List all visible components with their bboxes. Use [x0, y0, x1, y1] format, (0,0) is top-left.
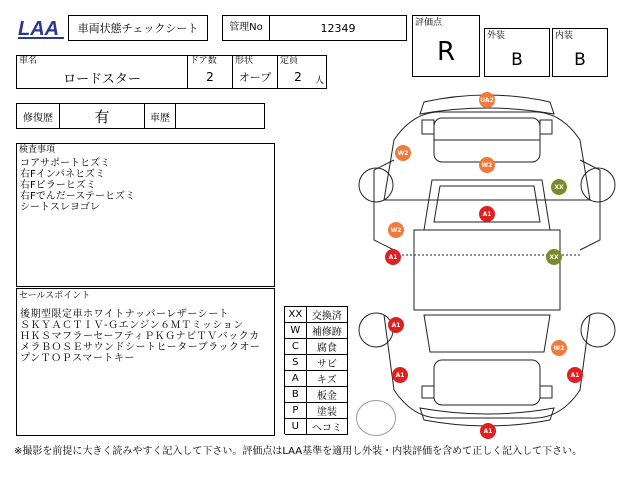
interior-value: B [574, 49, 586, 70]
vehicle-history-value [175, 103, 265, 129]
damage-mark: W2 [479, 157, 495, 173]
repair-label: 修復歴 [16, 103, 60, 129]
vehicle-history-label: 車歴 [144, 103, 176, 129]
legend-code: U [285, 419, 307, 435]
legend-description: サビ [307, 355, 348, 371]
management-label: 管理No [222, 15, 270, 41]
footer-note: ※撮影を前提に大きく読みやすく記入して下さい。評価点はLAA基準を適用し外装・内装評価を含めて正しく記入して下さい。 [14, 446, 583, 457]
legend-code: XX [285, 307, 307, 323]
legend-description: 腐食 [307, 339, 348, 355]
car-name-value: ロードスター [63, 71, 141, 87]
shape-box [232, 55, 278, 89]
car-name-label: 車名 [19, 56, 38, 66]
capacity-box [277, 55, 327, 89]
damage-mark: A1 [388, 317, 404, 333]
legend-code: S [285, 355, 307, 371]
car-name-box [16, 55, 188, 89]
shape-label: 形状 [235, 56, 254, 66]
damage-mark: XX [546, 249, 562, 265]
damage-mark: W2 [395, 145, 411, 161]
legend-row [285, 371, 348, 387]
legend-description: ヘコミ [307, 419, 348, 435]
interior-box [552, 28, 608, 77]
inspection-notes: コアサポートヒズミ 右Fインパネヒズミ 右Fピラーヒズミ 右Fでんだーステーヒズミ シートスレヨゴレ [20, 158, 136, 213]
exterior-label: 外装 [487, 31, 506, 41]
rating-box [412, 15, 480, 77]
doors-box [187, 55, 233, 89]
repair-value: 有 [59, 103, 145, 129]
damage-mark: A1 [385, 249, 401, 265]
inspection-box [16, 143, 275, 287]
legend-description: 交換済 [307, 307, 348, 323]
legend-row [285, 355, 348, 371]
legend-table [284, 306, 348, 434]
damage-mark: A1 [567, 367, 583, 383]
capacity-unit: 人 [314, 76, 324, 86]
legend-row [285, 403, 348, 419]
legend-row [285, 339, 348, 355]
doors-label: ドア数 [190, 56, 217, 66]
exterior-box [484, 28, 550, 77]
legend-code: B [285, 387, 307, 403]
damage-mark: UA2 [479, 92, 495, 108]
damage-mark: A1 [479, 206, 495, 222]
legend-description: キズ [307, 371, 348, 387]
sales-points-box [16, 288, 275, 436]
damage-mark: W2 [551, 340, 567, 356]
legend-code: C [285, 339, 307, 355]
damage-mark: XX [551, 179, 567, 195]
legend-description: 板金 [307, 387, 348, 403]
legend-code: W [285, 323, 307, 339]
legend-description: 補修跡 [307, 323, 348, 339]
sales-points-text: 後期型限定車ホワイトナッパーレザーシート ＳＫＹＡＣＴＩＶ-Ｇエンジン６ＭＴミッション ＨＫＳマフラーセーフティＰＫＧナビＴＶバックカ メラＢＯＳＥサウンドシートヒーターブラックオー プンＴＯＰスマートキー [20, 309, 261, 364]
legend-code: P [285, 403, 307, 419]
inspection-label: 検査事項 [19, 145, 56, 155]
damage-mark: W2 [388, 222, 404, 238]
spare-tire-icon [356, 400, 396, 436]
sheet-title: 車両状態チェックシート [68, 15, 208, 41]
rating-value: R [436, 37, 456, 67]
shape-value: オープ [238, 71, 272, 84]
legend-description: 塗装 [307, 403, 348, 419]
capacity-value: 2 [294, 70, 302, 84]
legend-row [285, 419, 348, 435]
doors-value: 2 [206, 70, 214, 84]
rating-label: 評価点 [415, 18, 443, 28]
damage-mark: A1 [480, 423, 496, 439]
damage-mark: A1 [392, 367, 408, 383]
capacity-label: 定員 [280, 56, 299, 66]
interior-label: 内装 [555, 31, 574, 41]
svg-text:LAA: LAA [18, 18, 60, 40]
legend-row [285, 307, 348, 323]
laa-logo [16, 15, 68, 41]
sales-points-label: セールスポイント [19, 291, 91, 301]
legend-row [285, 323, 348, 339]
legend-row [285, 387, 348, 403]
legend-code: A [285, 371, 307, 387]
management-number: 12349 [269, 15, 407, 41]
exterior-value: B [511, 49, 523, 70]
